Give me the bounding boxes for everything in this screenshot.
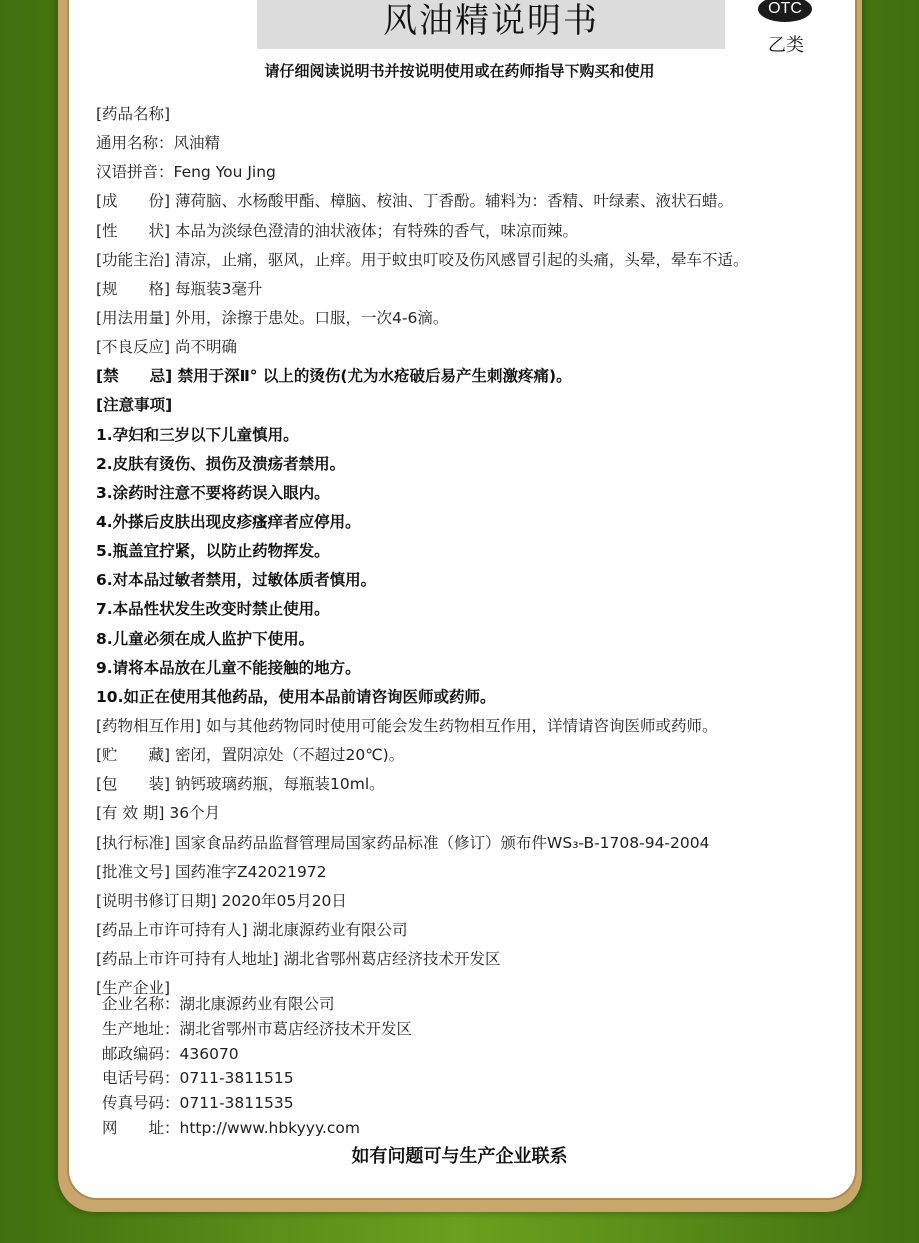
leaflet-line: [功能主治] 清凉，止痛，驱风，止痒。用于蚊虫叮咬及伤风感冒引起的头痛，头晕，晕车不适。 [96, 250, 749, 269]
leaflet-line: [说明书修订日期] 2020年05月20日 [96, 891, 347, 910]
leaflet-line: [注意事项] [96, 396, 173, 415]
leaflet-line: [包 装] 钠钙玻璃药瓶，每瓶装10ml。 [96, 775, 385, 794]
page-title: 风油精说明书 [383, 1, 599, 41]
leaflet-line: [不良反应] 尚不明确 [96, 338, 238, 357]
otc-class-label: 乙类 [768, 35, 804, 56]
leaflet-line: [有 效 期] 36个月 [96, 804, 221, 823]
manufacturer-info-line: 邮政编码：436070 [102, 1044, 239, 1063]
leaflet-line: 7.本品性状发生改变时禁止使用。 [96, 600, 330, 619]
usage-notice: 请仔细阅读说明书并按说明使用或在药师指导下购买和使用 [264, 62, 655, 80]
leaflet-body [96, 100, 846, 1003]
manufacturer-info-line: 电话号码：0711-3811515 [102, 1069, 294, 1088]
leaflet-line: 10.如正在使用其他药品，使用本品前请咨询医师或药师。 [96, 687, 496, 706]
contact-footer: 如有问题可与生产企业联系 [351, 1146, 568, 1167]
leaflet-line: [规 格] 每瓶装3毫升 [96, 279, 263, 298]
leaflet-line: [性 状] 本品为淡绿色澄清的油状液体；有特殊的香气，味凉而辣。 [96, 221, 579, 240]
leaflet-line: [贮 藏] 密闭，置阴凉处（不超过20℃)。 [96, 746, 405, 765]
leaflet-line: 1.孕妇和三岁以下儿童慎用。 [96, 425, 299, 444]
leaflet-line: [药品上市许可持有人] 湖北康源药业有限公司 [96, 920, 408, 939]
leaflet-line: 4.外搽后皮肤出现皮疹瘙痒者应停用。 [96, 512, 361, 531]
otc-badge: OTC [758, 0, 812, 22]
leaflet-line: [药品名称] [96, 105, 171, 123]
leaflet-line: [批准文号] 国药准字Z42021972 [96, 862, 327, 881]
manufacturer-info-line: 生产地址：湖北省鄂州市葛店经济技术开发区 [102, 1019, 413, 1038]
manufacturer-info-line: 企业名称：湖北康源药业有限公司 [102, 995, 335, 1013]
leaflet-line: 2.皮肤有烫伤、损伤及溃疡者禁用。 [96, 454, 346, 473]
leaflet-line: 汉语拼音：Feng You Jing [96, 163, 276, 182]
leaflet-line: 通用名称：风油精 [96, 134, 221, 153]
leaflet-line: 5.瓶盖宜拧紧，以防止药物挥发。 [96, 542, 330, 561]
leaflet-line: 6.对本品过敏者禁用，过敏体质者慎用。 [96, 571, 377, 590]
leaflet-line: 8.儿童必须在成人监护下使用。 [96, 629, 315, 648]
manufacturer-info-line: 传真号码：0711-3811535 [102, 1094, 294, 1113]
leaflet-line: 9.请将本品放在儿童不能接触的地方。 [96, 658, 361, 677]
leaflet-line: [执行标准] 国家食品药品监督管理局国家药品标准（修订）颁布件WS₃-B-1708-94-2004 [96, 833, 710, 852]
manufacturer-info-line: 网 址：http://www.hbkyyy.com [102, 1118, 360, 1137]
leaflet-line: 3.涂药时注意不要将药误入眼内。 [96, 483, 330, 502]
leaflet-line: [生产企业] [96, 979, 171, 998]
manufacturer-info [102, 992, 842, 1141]
leaflet-line: [用法用量] 外用，涂擦于患处。口服，一次4-6滴。 [96, 308, 449, 327]
leaflet-line: [成 份] 薄荷脑、水杨酸甲酯、樟脑、桉油、丁香酚。辅料为：香精、叶绿素、液状石蜡。 [96, 192, 734, 211]
leaflet-line: [药品上市许可持有人地址] 湖北省鄂州葛店经济技术开发区 [96, 950, 501, 969]
leaflet-line: [药物相互作用] 如与其他药物同时使用可能会发生药物相互作用，详情请咨询医师或药师。 [96, 716, 718, 735]
leaflet-line: [禁 忌] 禁用于深Ⅱ° 以上的烫伤(尤为水疮破后易产生刺激疼痛)。 [96, 367, 572, 386]
